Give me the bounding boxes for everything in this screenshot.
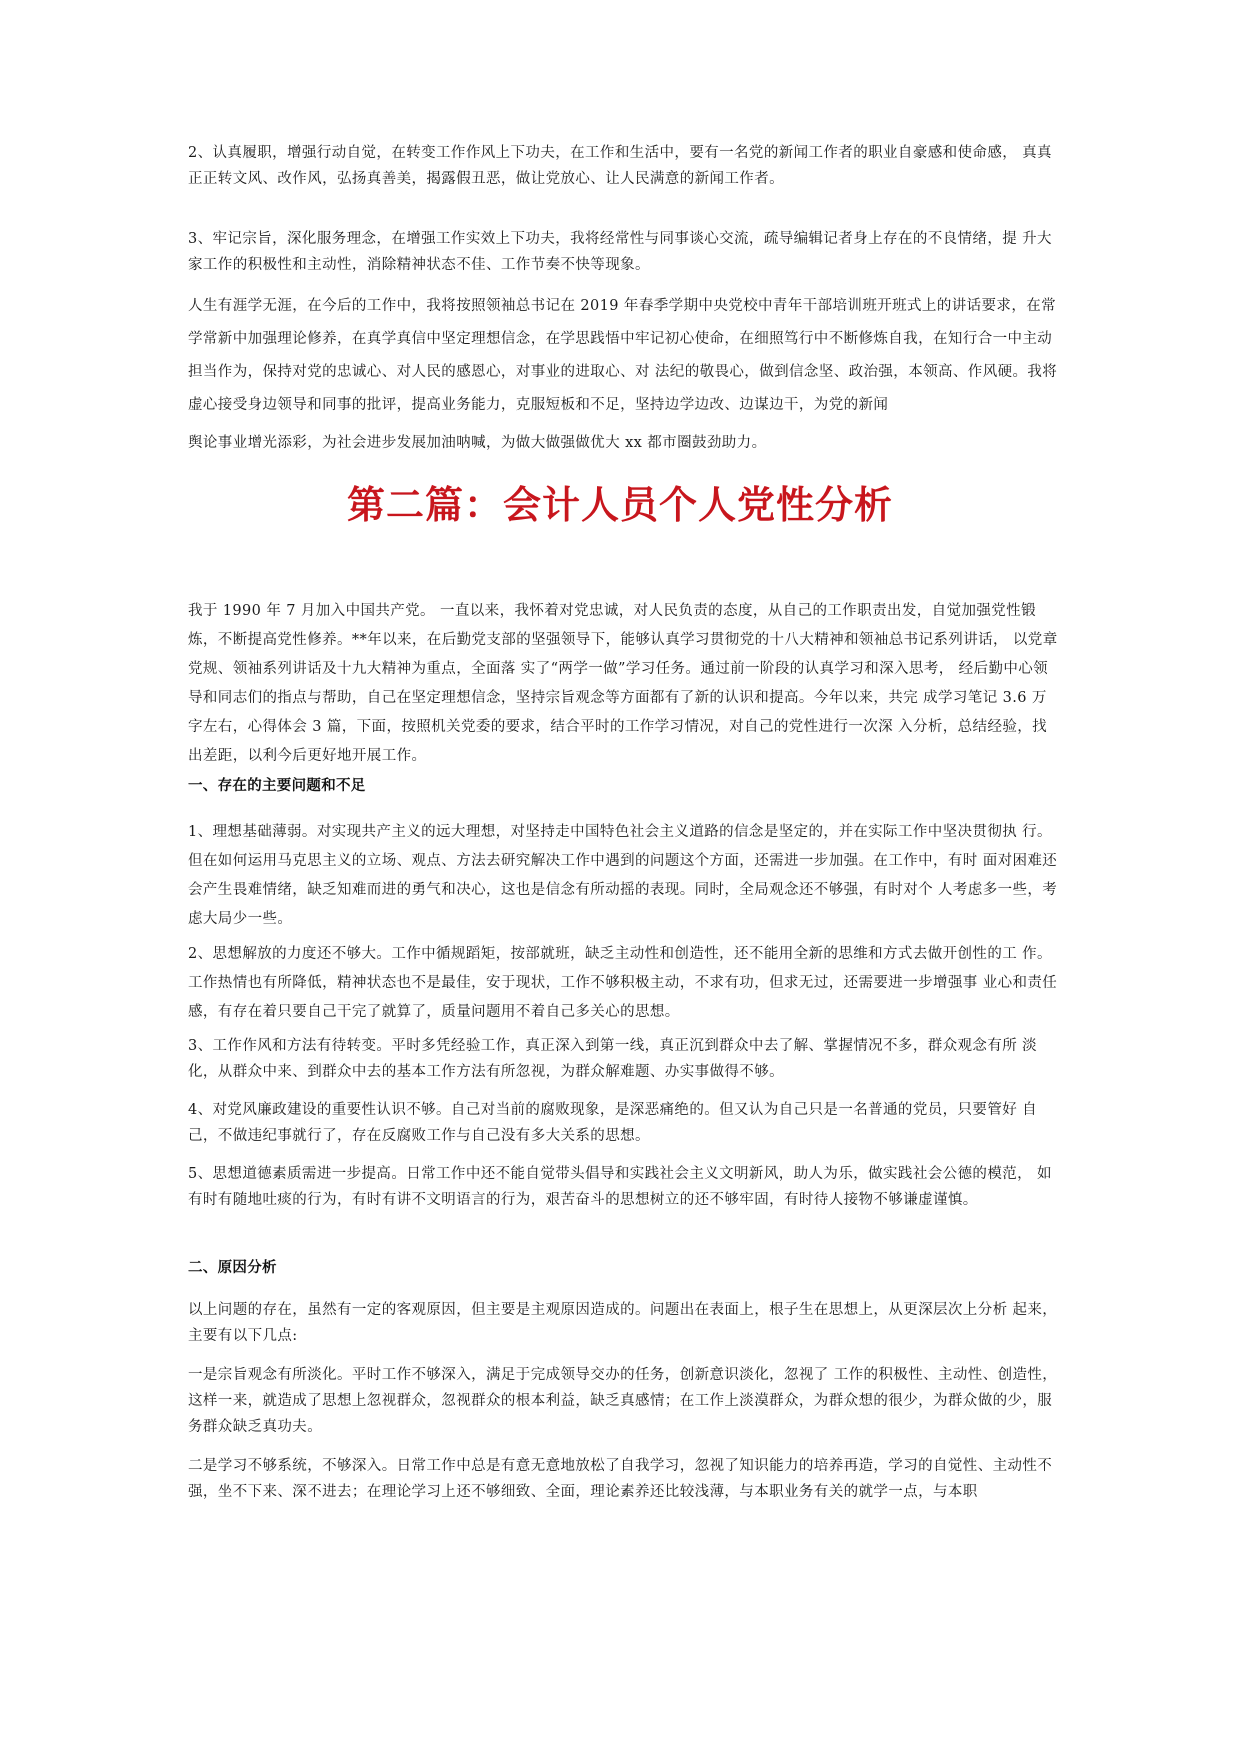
paragraph-text: 2、思想解放的力度还不够大。工作中循规蹈矩，按部就班，缺乏主动性和创造性，还不能用全新的思维和方式去做开创性的工 作。工作热情也有所降低，精神状态也不是最佳，安于现状，工作不够积极主动，不求有功，但求无过，还需要进一步增强事 业心和责任感，有存在着只要自己干完了就算了，质量问题用不着自己多关心的思想。 [188,946,1058,1020]
cause-intro [188,1297,1060,1349]
problem-item-1 [188,818,1060,934]
problem-item-3 [188,1033,1060,1085]
cause-item-1 [188,1362,1060,1440]
paragraph-text: 3、工作作风和方法有待转变。平时多凭经验工作，真正深入到第一线，真正沉到群众中去了解、掌握情况不多，群众观念有所 淡化，从群众中来、到群众中去的基本工作方法有所忽视，为群众解难题、办实事做得不够。 [188,1038,1038,1080]
paragraph-text: 1、理想基础薄弱。对实现共产主义的远大理想，对坚持走中国特色社会主义道路的信念是坚定的，并在实际工作中坚决贯彻执 行。但在如何运用马克思主义的立场、观点、方法去研究解决工作中遇到的问题这个方面，还需进一步加强。在工作中，有时 面对困难还会产生畏难情绪，缺乏知难而进的勇气和决心，这也是信念有所动摇的表现。同时，全局观念还不够强，有时对个 人考虑多一些，考虑大局少一些。 [188,824,1058,927]
paragraph-text: 以上问题的存在，虽然有一定的客观原因，但主要是主观原因造成的。问题出在表面上，根子生在思想上，从更深层次上分析 起来，主要有以下几点: [188,1302,1058,1344]
cause-item-2 [188,1453,1060,1505]
problem-item-4 [188,1097,1060,1149]
heading-text: 一、存在的主要问题和不足 [188,778,366,794]
paragraph-text: 5、思想道德素质需进一步提高。日常工作中还不能自觉带头倡导和实践社会主义文明新风，助人为乐，做实践社会公德的模范， 如有时有随地吐痰的行为，有时有讲不文明语言的行为，艰苦奋斗的思想树立的还不够牢固，有时待人接物不够谦虚谨慎。 [188,1166,1052,1208]
heading-text: 二、原因分析 [188,1260,277,1276]
paragraph-text: 2、认真履职，增强行动自觉，在转变工作作风上下功夫，在工作和生活中，要有一名党的新闻工作者的职业自豪感和使命感， 真真正正转文风、改作风，弘扬真善美，揭露假丑恶，做让党放心、让人民满意的新闻工作者。 [188,145,1052,187]
paragraph-text: 一是宗旨观念有所淡化。平时工作不够深入，满足于完成领导交办的任务，创新意识淡化，忽视了 工作的积极性、主动性、创造性，这样一来，就造成了思想上忽视群众，忽视群众的根本利益，缺乏真感情；在工作上淡漠群众，为群众想的很少，为群众做的少，服务群众缺乏真功夫。 [188,1367,1058,1435]
paragraph-text: 二是学习不够系统，不够深入。日常工作中总是有意无意地放松了自我学习，忽视了知识能力的培养再造，学习的自觉性、主动性不强，坐不下来、深不进去；在理论学习上还不够细致、全面，理论素养还比较浅薄，与本职业务有关的就学一点，与本职 [188,1458,1053,1500]
paragraph-conclusion-end [188,430,1060,456]
problem-item-5 [188,1161,1060,1213]
section-heading-causes [188,1255,1060,1281]
section-title: 第二篇：会计人员个人党性分析 [346,482,893,527]
section-heading-problems [188,773,1060,799]
paragraph-text: 人生有涯学无涯，在今后的工作中，我将按照领袖总书记在 2019 年春季学期中央党校中青年干部培训班开班式上的讲话要求，在常学常新中加强理论修养，在真学真信中坚定理想信念，在学思践悟中牢记初心使命，在细照笃行中不断修炼自我，在知行合一中主动担当作为，保持对党的忠诚心、对人民的感恩心，对事业的进取心、对 法纪的敬畏心，做到信念坚、政治强，本领高、作风硬。我将虚心接受身边领导和同事的批评，提高业务能力，克服短板和不足，坚持边学边改、边谋边干，为党的新闻 [188,298,1058,413]
problem-item-2 [188,940,1060,1027]
paragraph-item-3 [188,226,1060,278]
paragraph-text: 3、牢记宗旨，深化服务理念，在增强工作实效上下功夫，我将经常性与同事谈心交流，疏导编辑记者身上存在的不良情绪，提 升大家工作的积极性和主动性，消除精神状态不佳、工作节奏不快等现象。 [188,231,1052,273]
paragraph-text: 4、对党风廉政建设的重要性认识不够。自己对当前的腐败现象，是深恶痛绝的。但又认为自己只是一名普通的党员，只要管好 自己，不做违纪事就行了，存在反腐败工作与自己没有多大关系的思想。 [188,1102,1038,1144]
paragraph-item-2 [188,140,1060,192]
paragraph-text: 舆论事业增光添彩，为社会进步发展加油呐喊，为做大做强做优大 xx 都市圈鼓劲助力。 [188,435,767,451]
paragraph-intro [188,597,1060,771]
paragraph-text: 我于 1990 年 7 月加入中国共产党。 一直以来，我怀着对党忠诚，对人民负责的态度，从自己的工作职责出发，自觉加强党性锻 炼，不断提高党性修养。**年以来，在后勤党支部的坚强领导下，能够认真学习贯彻党的十八大精神和领袖总书记系列讲话， 以党章党规、领袖系列讲话及十九大精神为重点，全面落 实了“两学一做”学习任务。通过前一阶段的认真学习和深入思考， 经后勤中心领导和同志们的指点与帮助，自己在坚定理想信念，坚持宗旨观念等方面都有了新的认识和提高。今年以来，共完 成学习笔记 3.6 万字左右，心得体会 3 篇，下面，按照机关党委的要求，结合平时的工作学习情况，对自己的党性进行一次深 入分析，总结经验，找出差距，以利今后更好地开展工作。 [188,603,1058,764]
paragraph-conclusion [188,290,1060,422]
